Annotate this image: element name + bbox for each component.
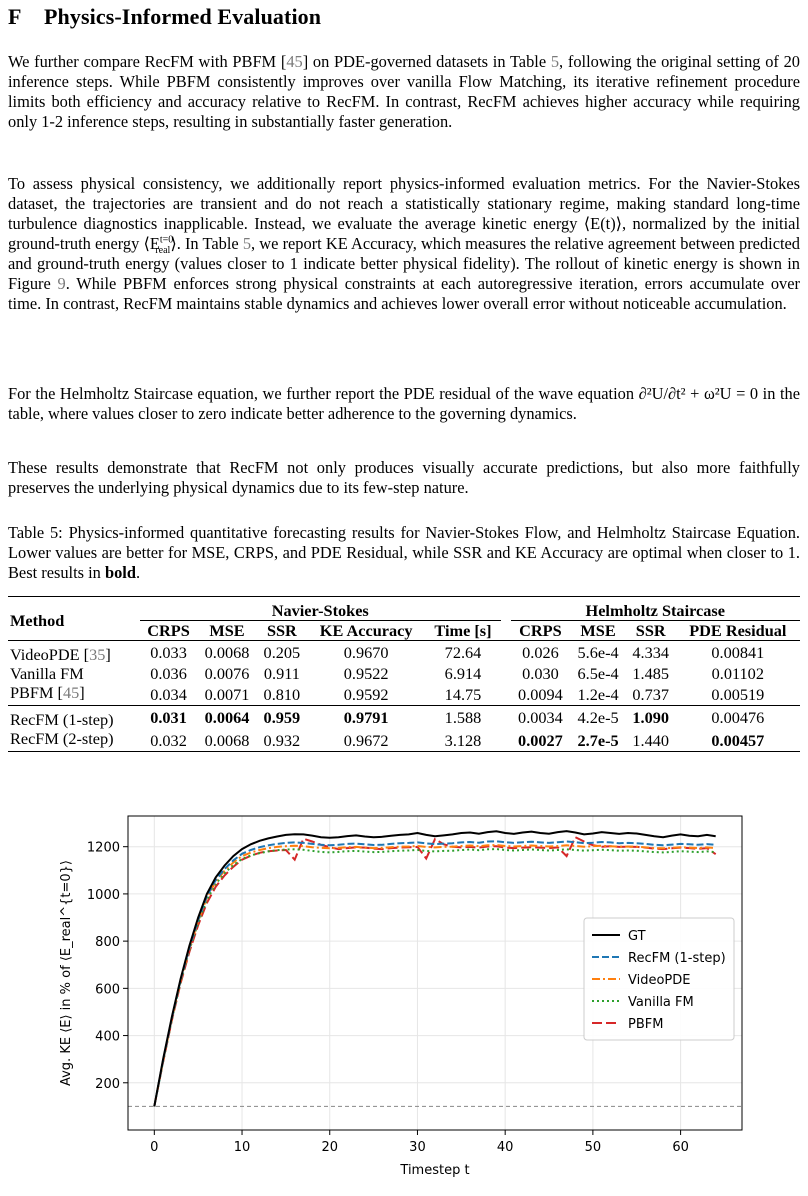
- paragraph-text: , we report KE Accuracy, which measures the relative agreement between predicted and ground-truth energy (values closer to 1 indicate better physical fidelity). The rollout of kinetic energy is shown in Figure: [8, 234, 800, 293]
- column-header: SSR: [266, 621, 297, 640]
- x-tick-label: 20: [321, 1140, 339, 1155]
- group-header-navier-stokes: Navier-Stokes: [140, 597, 501, 621]
- y-tick-label: 200: [95, 1076, 120, 1092]
- value-cell: 6.914: [444, 664, 482, 683]
- paragraph-text: . While PBFM enforces strong physical constraints at each autoregressive iteration, errors accumulate over time. In contrast, RecFM maintains stable dynamics and achieves lower overall error without noticeable accumulation.: [8, 274, 800, 313]
- value-cell: 1.485: [632, 664, 670, 683]
- x-tick-label: 50: [584, 1140, 602, 1155]
- value-cell: 0.0076: [204, 664, 250, 683]
- column-header: PDE Residual: [689, 621, 787, 640]
- x-tick-label: 0: [150, 1140, 159, 1155]
- value-cell: 1.588: [444, 708, 482, 727]
- legend-label: PBFM: [628, 1017, 664, 1032]
- value-cell: 0.810: [263, 684, 301, 704]
- value-cell: 0.911: [263, 664, 300, 683]
- section-heading: [8, 4, 321, 30]
- figure-caption-clipped: [8, 1182, 800, 1196]
- value-cell: 0.0094: [518, 684, 563, 704]
- column-header: SSR: [635, 621, 666, 640]
- paragraph-text: These results demonstrate that RecFM not only produces visually accurate predictions, but also more faithfully preserves the underlying physical dynamics due to its few-step nature.: [8, 458, 800, 497]
- x-tick-label: 40: [496, 1140, 514, 1155]
- group-header-helmholtz: Helmholtz Staircase: [511, 597, 800, 621]
- value-cell: 0.00476: [711, 708, 765, 727]
- subscript: real: [155, 245, 171, 257]
- paragraph-3: [8, 384, 800, 424]
- value-cell: 0.00457: [711, 730, 765, 750]
- x-tick-label: 10: [233, 1140, 251, 1155]
- legend-label: RecFM (1-step): [628, 951, 726, 966]
- value-cell: 0.033: [150, 643, 187, 662]
- citation-link[interactable]: 45: [62, 683, 80, 702]
- value-cell: 1.090: [632, 708, 670, 727]
- value-cell: 5.6e-4: [577, 643, 619, 662]
- y-tick-label: 1200: [86, 840, 120, 856]
- method-cell: RecFM (1-step): [10, 710, 114, 729]
- method-header: Method: [10, 611, 65, 630]
- paragraph-text: For the Helmholtz Staircase equation, we further report the PDE residual of the wave equation ∂²U/∂t² + ω²U = 0 in the table, where values closer to zero indicate better adherence to the governing dynamics.: [8, 384, 800, 423]
- caption-text: Table 5: Physics-informed quantitative forecasting results for Navier-Stokes Flow, and Helmholtz Staircase Equation. Lower values are better for MSE, CRPS, and PDE Residual, while SSR and KE Accuracy are optimal when closer to 1. Best results in: [8, 523, 800, 582]
- table-caption: [8, 523, 800, 583]
- value-cell: 0.034: [150, 684, 187, 704]
- x-axis-label: Timestep t: [400, 1163, 470, 1178]
- caption-text: .: [135, 563, 141, 582]
- value-cell: 0.9672: [343, 730, 389, 750]
- table-row: [8, 706, 800, 730]
- value-cell: 0.932: [263, 730, 301, 750]
- superscript: t=0: [159, 234, 174, 246]
- value-cell: 0.0034: [518, 708, 563, 727]
- value-cell: 0.9670: [343, 643, 389, 662]
- citation-link[interactable]: 45: [286, 52, 303, 71]
- value-cell: 0.032: [150, 730, 187, 750]
- paragraph-text: , following the original setting of 20 inference steps. While PBFM consistently improves over vanilla Flow Matching, its iterative refinement procedure limits both efficiency and accuracy relative to RecFM. In contrast, RecFM achieves higher accuracy while requiring only 1-2 inference steps, resulting in substantially faster generation.: [8, 52, 800, 131]
- y-tick-label: 600: [95, 982, 120, 998]
- value-cell: 14.75: [444, 684, 482, 704]
- value-cell: 0.030: [522, 664, 559, 683]
- value-cell: 3.128: [444, 730, 482, 750]
- y-tick-label: 1000: [86, 887, 120, 903]
- value-cell: 72.64: [444, 643, 482, 662]
- table-row: [8, 664, 800, 683]
- value-cell: 0.0068: [204, 643, 250, 662]
- value-cell: 0.031: [150, 708, 187, 727]
- value-cell: 2.7e-5: [577, 730, 619, 750]
- paragraph-text: ⟩. In Table: [170, 234, 243, 253]
- table-reference-link[interactable]: 5: [242, 234, 252, 253]
- value-cell: 0.0027: [518, 730, 563, 750]
- y-tick-label: 800: [95, 935, 120, 951]
- column-header: CRPS: [147, 621, 190, 640]
- paragraph-2: [8, 174, 800, 314]
- table-reference-link[interactable]: 5: [550, 52, 560, 71]
- value-cell: 0.036: [150, 664, 187, 683]
- value-cell: 4.2e-5: [577, 708, 619, 727]
- value-cell: 6.5e-4: [577, 664, 619, 683]
- column-header: MSE: [580, 621, 616, 640]
- column-header: MSE: [209, 621, 245, 640]
- kinetic-energy-chart: [20, 810, 760, 1180]
- paragraph-4: [8, 458, 800, 498]
- value-cell: 1.2e-4: [577, 684, 619, 704]
- column-header: KE Accuracy: [319, 621, 413, 640]
- value-cell: 0.9592: [343, 684, 389, 704]
- section-title: Physics-Informed Evaluation: [44, 4, 322, 29]
- legend-label: Vanilla FM: [628, 995, 694, 1010]
- value-cell: 0.9522: [343, 664, 389, 683]
- value-cell: 0.205: [263, 643, 301, 662]
- value-cell: 1.440: [632, 730, 670, 750]
- legend-label: VideoPDE: [628, 973, 691, 988]
- value-cell: 0.00519: [711, 684, 765, 704]
- table-row: [8, 641, 800, 665]
- value-cell: 0.0064: [204, 708, 250, 727]
- y-tick-label: 400: [95, 1029, 120, 1045]
- paragraph-1: [8, 52, 800, 132]
- value-cell: 0.01102: [711, 664, 764, 683]
- column-header: CRPS: [519, 621, 562, 640]
- table-row: [8, 683, 800, 706]
- paragraph-text: To assess physical consistency, we additionally report physics-informed evaluation metrics. For the Navier-Stokes dataset, the trajectories are transient and do not reach a statistically stationary regime, making standard long-time turbulence diagnostics inapplicable. Instead, we evaluate the average kinetic energy ⟨E(t)⟩, normalized by the initial ground-truth energy ⟨E: [8, 174, 800, 253]
- method-cell: VideoPDE [35]: [10, 645, 111, 664]
- paragraph-text: We further compare RecFM with PBFM [: [8, 52, 287, 71]
- column-header: Time [s]: [434, 621, 492, 640]
- value-cell: 0.0068: [204, 730, 250, 750]
- citation-link[interactable]: 35: [89, 645, 106, 664]
- method-cell: PBFM [45]: [10, 683, 85, 702]
- section-number: F: [8, 4, 22, 29]
- value-cell: 0.026: [522, 643, 559, 662]
- value-cell: 0.959: [263, 708, 301, 727]
- value-cell: 0.9791: [343, 708, 389, 727]
- method-cell: RecFM (2-step): [10, 729, 114, 748]
- x-tick-label: 30: [409, 1140, 426, 1155]
- figure-reference-link[interactable]: 9: [57, 274, 66, 293]
- legend-label: GT: [628, 929, 646, 944]
- value-cell: 0.0071: [204, 684, 250, 704]
- value-cell: 0.737: [632, 684, 670, 704]
- method-cell: Vanilla FM: [10, 664, 84, 683]
- value-cell: 4.334: [632, 643, 670, 662]
- value-cell: 0.00841: [711, 643, 765, 662]
- caption-bold: bold: [104, 563, 136, 582]
- paragraph-text: ] on PDE-governed datasets in Table: [302, 52, 551, 71]
- x-tick-label: 60: [672, 1140, 689, 1155]
- results-table: [8, 596, 800, 752]
- y-axis-label: Avg. KE ⟨E⟩ in % of ⟨E_real^{t=0}⟩: [59, 859, 74, 1087]
- table-row: [8, 729, 800, 752]
